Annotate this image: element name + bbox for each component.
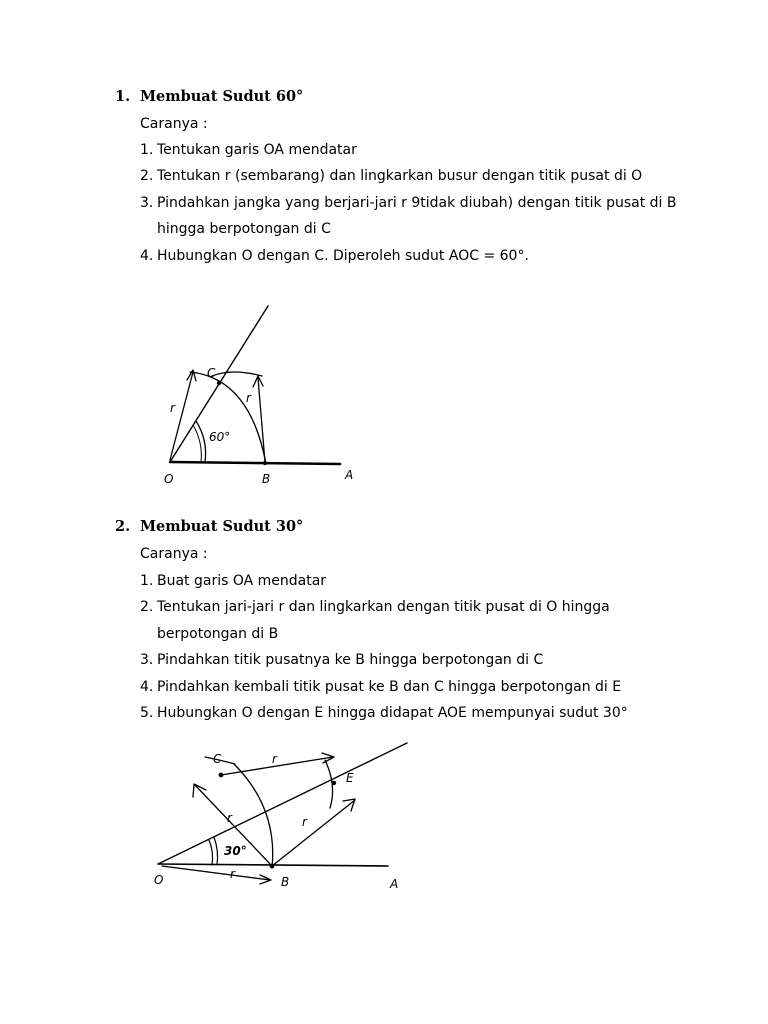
s2-step-2-text-cont: berpotongan di B [157,626,279,642]
s1-step-2-num: 2. [140,168,154,184]
s2-step-1-text: Buat garis OA mendatar [157,573,327,589]
fig1-label-angle: 60° [209,430,231,444]
fig2-label-e: E [346,771,354,785]
fig1-label-a: A [345,468,354,482]
fig1-label-b: B [262,472,271,486]
fig1-label-r2: r [246,391,251,405]
section-1-number: 1. [115,88,131,105]
fig2-label-a: A [390,877,399,891]
fig2-angle-arc-2 [214,837,218,865]
s2-step-1-num: 1. [140,573,154,589]
fig2-label-r-oc: r [227,811,232,825]
s2-step-5-text: Hubungkan O dengan E hingga didapat AOE mempunyai sudut 30° [157,705,628,721]
fig2-label-angle: 30° [224,844,247,858]
fig2-point-c [219,773,224,778]
fig2-radius-ob [162,866,270,880]
fig2-line-be [272,800,355,866]
fig2-label-r-ce: r [272,752,277,766]
fig2-label-r-ob: r [230,867,235,881]
fig2-arc-e [325,760,333,808]
s1-step-2-text: Tentukan r (sembarang) dan lingkarkan busur dengan titik pusat di O [157,168,643,184]
s2-step-5-num: 5. [140,705,154,721]
s2-step-2-num: 2. [140,599,154,615]
fig2-ray-oe [158,743,407,864]
s2-step-3-num: 3. [140,652,154,668]
s2-step-4-num: 4. [140,679,154,695]
fig2-label-o: O [154,873,164,887]
s1-step-4-text: Hubungkan O dengan C. Diperoleh sudut AOC = 60°. [157,248,529,264]
s1-step-3-num: 3. [140,195,154,211]
s2-step-3-text: Pindahkan titik pusatnya ke B hingga berpotongan di C [157,652,544,668]
fig1-label-r1: r [170,401,175,415]
s1-step-4-num: 4. [140,248,154,264]
section-1-intro: Caranya : [140,116,208,132]
section-1-title: Membuat Sudut 60° [140,88,304,105]
fig1-label-c: C [207,366,216,380]
s1-step-3-text: Pindahkan jangka yang berjari-jari r 9tidak diubah) dengan titik pusat di B [157,195,677,211]
fig2-point-e [332,781,336,785]
fig2-label-b: B [281,875,290,889]
s1-step-1-num: 1. [140,142,154,158]
fig2-angle-arc [209,840,213,865]
section-2-number: 2. [115,518,131,535]
fig2-label-c: C [213,752,222,766]
fig2-point-b [270,864,275,869]
s1-step-1-text: Tentukan garis OA mendatar [157,142,357,158]
s2-step-2-text: Tentukan jari-jari r dan lingkarkan dengan titik pusat di O hingga [157,599,610,615]
section-2-intro: Caranya : [140,546,208,562]
s1-step-3-text-cont: hingga berpotongan di C [157,221,331,237]
section-2-title: Membuat Sudut 30° [140,518,304,535]
s2-step-4-text: Pindahkan kembali titik pusat ke B dan C hingga berpotongan di E [157,679,622,695]
fig2-label-r-be: r [302,815,307,829]
fig1-label-o: O [164,472,174,486]
fig2-line-ce [221,757,333,775]
